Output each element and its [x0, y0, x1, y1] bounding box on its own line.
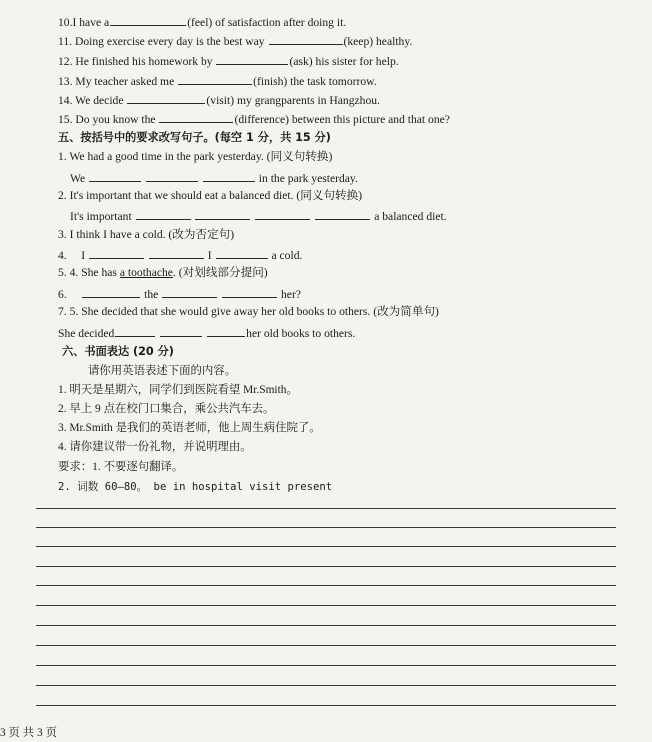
answer-blank[interactable] — [216, 53, 288, 65]
answer-blank[interactable] — [110, 14, 186, 26]
question-text: 12. He finished his homework by — [58, 55, 213, 68]
rewrite-q4-answer — [58, 247, 302, 263]
writing-line[interactable] — [36, 645, 616, 646]
question-11 — [58, 33, 412, 49]
question-text: (ask) his sister for help. — [289, 55, 399, 68]
rewrite-q7: 7. 5. She decided that she would give away her old books to others. (改为简单句) — [58, 305, 439, 318]
rewrite-q1: 1. We had a good time in the park yesterday. (同义句转换) — [58, 150, 333, 163]
question-text: (finish) the task tomorrow. — [253, 75, 377, 88]
writing-line[interactable] — [36, 625, 616, 626]
rewrite-q1-answer — [70, 170, 358, 186]
writing-line[interactable] — [36, 705, 616, 706]
answer-blank[interactable] — [216, 247, 268, 259]
section-6-title: 六、书面表达 (20 分) — [62, 345, 174, 358]
rewrite-q7-answer — [58, 325, 355, 341]
answer-word: the — [144, 288, 159, 301]
question-text: 13. My teacher asked me — [58, 75, 175, 88]
question-text: 15. Do you know the — [58, 113, 156, 126]
answer-blank[interactable] — [315, 208, 370, 220]
question-number: 4. — [58, 249, 67, 262]
answer-suffix: a cold. — [271, 249, 303, 262]
answer-blank[interactable] — [162, 286, 217, 298]
answer-blank[interactable] — [146, 170, 198, 182]
question-text: 10.I have a — [58, 16, 110, 29]
writing-line[interactable] — [36, 546, 616, 547]
writing-line[interactable] — [36, 685, 616, 686]
answer-blank[interactable] — [195, 208, 250, 220]
answer-suffix: her old books to others. — [246, 327, 356, 340]
underlined-phrase: a toothache — [119, 266, 173, 279]
writing-requirement-1: 要求：1. 不要逐句翻译。 — [58, 461, 184, 473]
question-text: 5. 4. She has — [58, 266, 120, 279]
answer-suffix: a balanced diet. — [374, 210, 447, 223]
answer-suffix: her? — [281, 288, 301, 301]
answer-blank[interactable] — [207, 325, 245, 337]
question-text: (keep) healthy. — [343, 35, 413, 48]
answer-prefix: She decided — [58, 327, 115, 340]
rewrite-q6-answer — [58, 286, 301, 302]
question-10 — [58, 14, 346, 30]
rewrite-q2: 2. It's important that we should eat a balanced diet. (同义句转换) — [58, 189, 363, 202]
question-text: (feel) of satisfaction after doing it. — [187, 16, 347, 29]
page-footer: 3 页 共 3 页 — [0, 727, 57, 739]
question-13 — [58, 73, 377, 89]
answer-blank[interactable] — [89, 170, 141, 182]
answer-blank[interactable] — [178, 73, 252, 85]
question-15 — [58, 111, 450, 127]
writing-point-2: 2. 早上 9 点在校门口集合，乘公共汽车去。 — [58, 403, 275, 415]
rewrite-q3: 3. I think I have a cold. (改为否定句) — [58, 228, 235, 241]
writing-line[interactable] — [36, 665, 616, 666]
answer-prefix: We — [70, 172, 86, 185]
answer-blank[interactable] — [203, 170, 255, 182]
section-5-title: 五、按括号中的要求改写句子。(每空 1 分，共 15 分) — [58, 131, 331, 144]
question-14 — [58, 92, 380, 108]
rewrite-q5 — [58, 266, 268, 280]
writing-point-1: 1. 明天是星期六，同学们到医院看望 Mr.Smith。 — [58, 384, 298, 396]
answer-blank[interactable] — [222, 286, 277, 298]
question-text: . (对划线部分提问) — [172, 266, 268, 279]
question-text: 11. Doing exercise every day is the best way — [58, 35, 265, 48]
writing-line[interactable] — [36, 585, 616, 586]
answer-blank[interactable] — [136, 208, 191, 220]
writing-point-3: 3. Mr.Smith 是我们的英语老师，他上周生病住院了。 — [58, 422, 321, 434]
answer-blank[interactable] — [149, 247, 204, 259]
question-text: (visit) my grangparents in Hangzhou. — [206, 94, 380, 107]
writing-line[interactable] — [36, 527, 616, 528]
answer-blank[interactable] — [127, 92, 205, 104]
answer-blank[interactable] — [115, 325, 155, 337]
answer-word: I — [81, 249, 86, 262]
writing-requirement-2: 2. 词数 60—80。 be in hospital visit present — [58, 481, 333, 493]
answer-blank[interactable] — [255, 208, 310, 220]
question-number: 6. — [58, 288, 67, 301]
answer-blank[interactable] — [159, 111, 233, 123]
answer-word: I — [207, 249, 212, 262]
answer-prefix: It's important — [70, 210, 132, 223]
writing-line[interactable] — [36, 605, 616, 606]
answer-blank[interactable] — [82, 286, 140, 298]
writing-line[interactable] — [36, 566, 616, 567]
answer-suffix: in the park yesterday. — [258, 172, 358, 185]
writing-line[interactable] — [36, 508, 616, 509]
answer-blank[interactable] — [160, 325, 202, 337]
answer-blank[interactable] — [269, 33, 343, 45]
question-text: (difference) between this picture and that one? — [234, 113, 450, 126]
rewrite-q2-answer — [70, 208, 447, 224]
question-text: 14. We decide — [58, 94, 124, 107]
writing-point-4: 4. 请你建议带一份礼物，并说明理由。 — [58, 441, 252, 453]
writing-intro: 请你用英语表述下面的内容。 — [88, 365, 237, 377]
answer-blank[interactable] — [89, 247, 144, 259]
question-12 — [58, 53, 399, 69]
